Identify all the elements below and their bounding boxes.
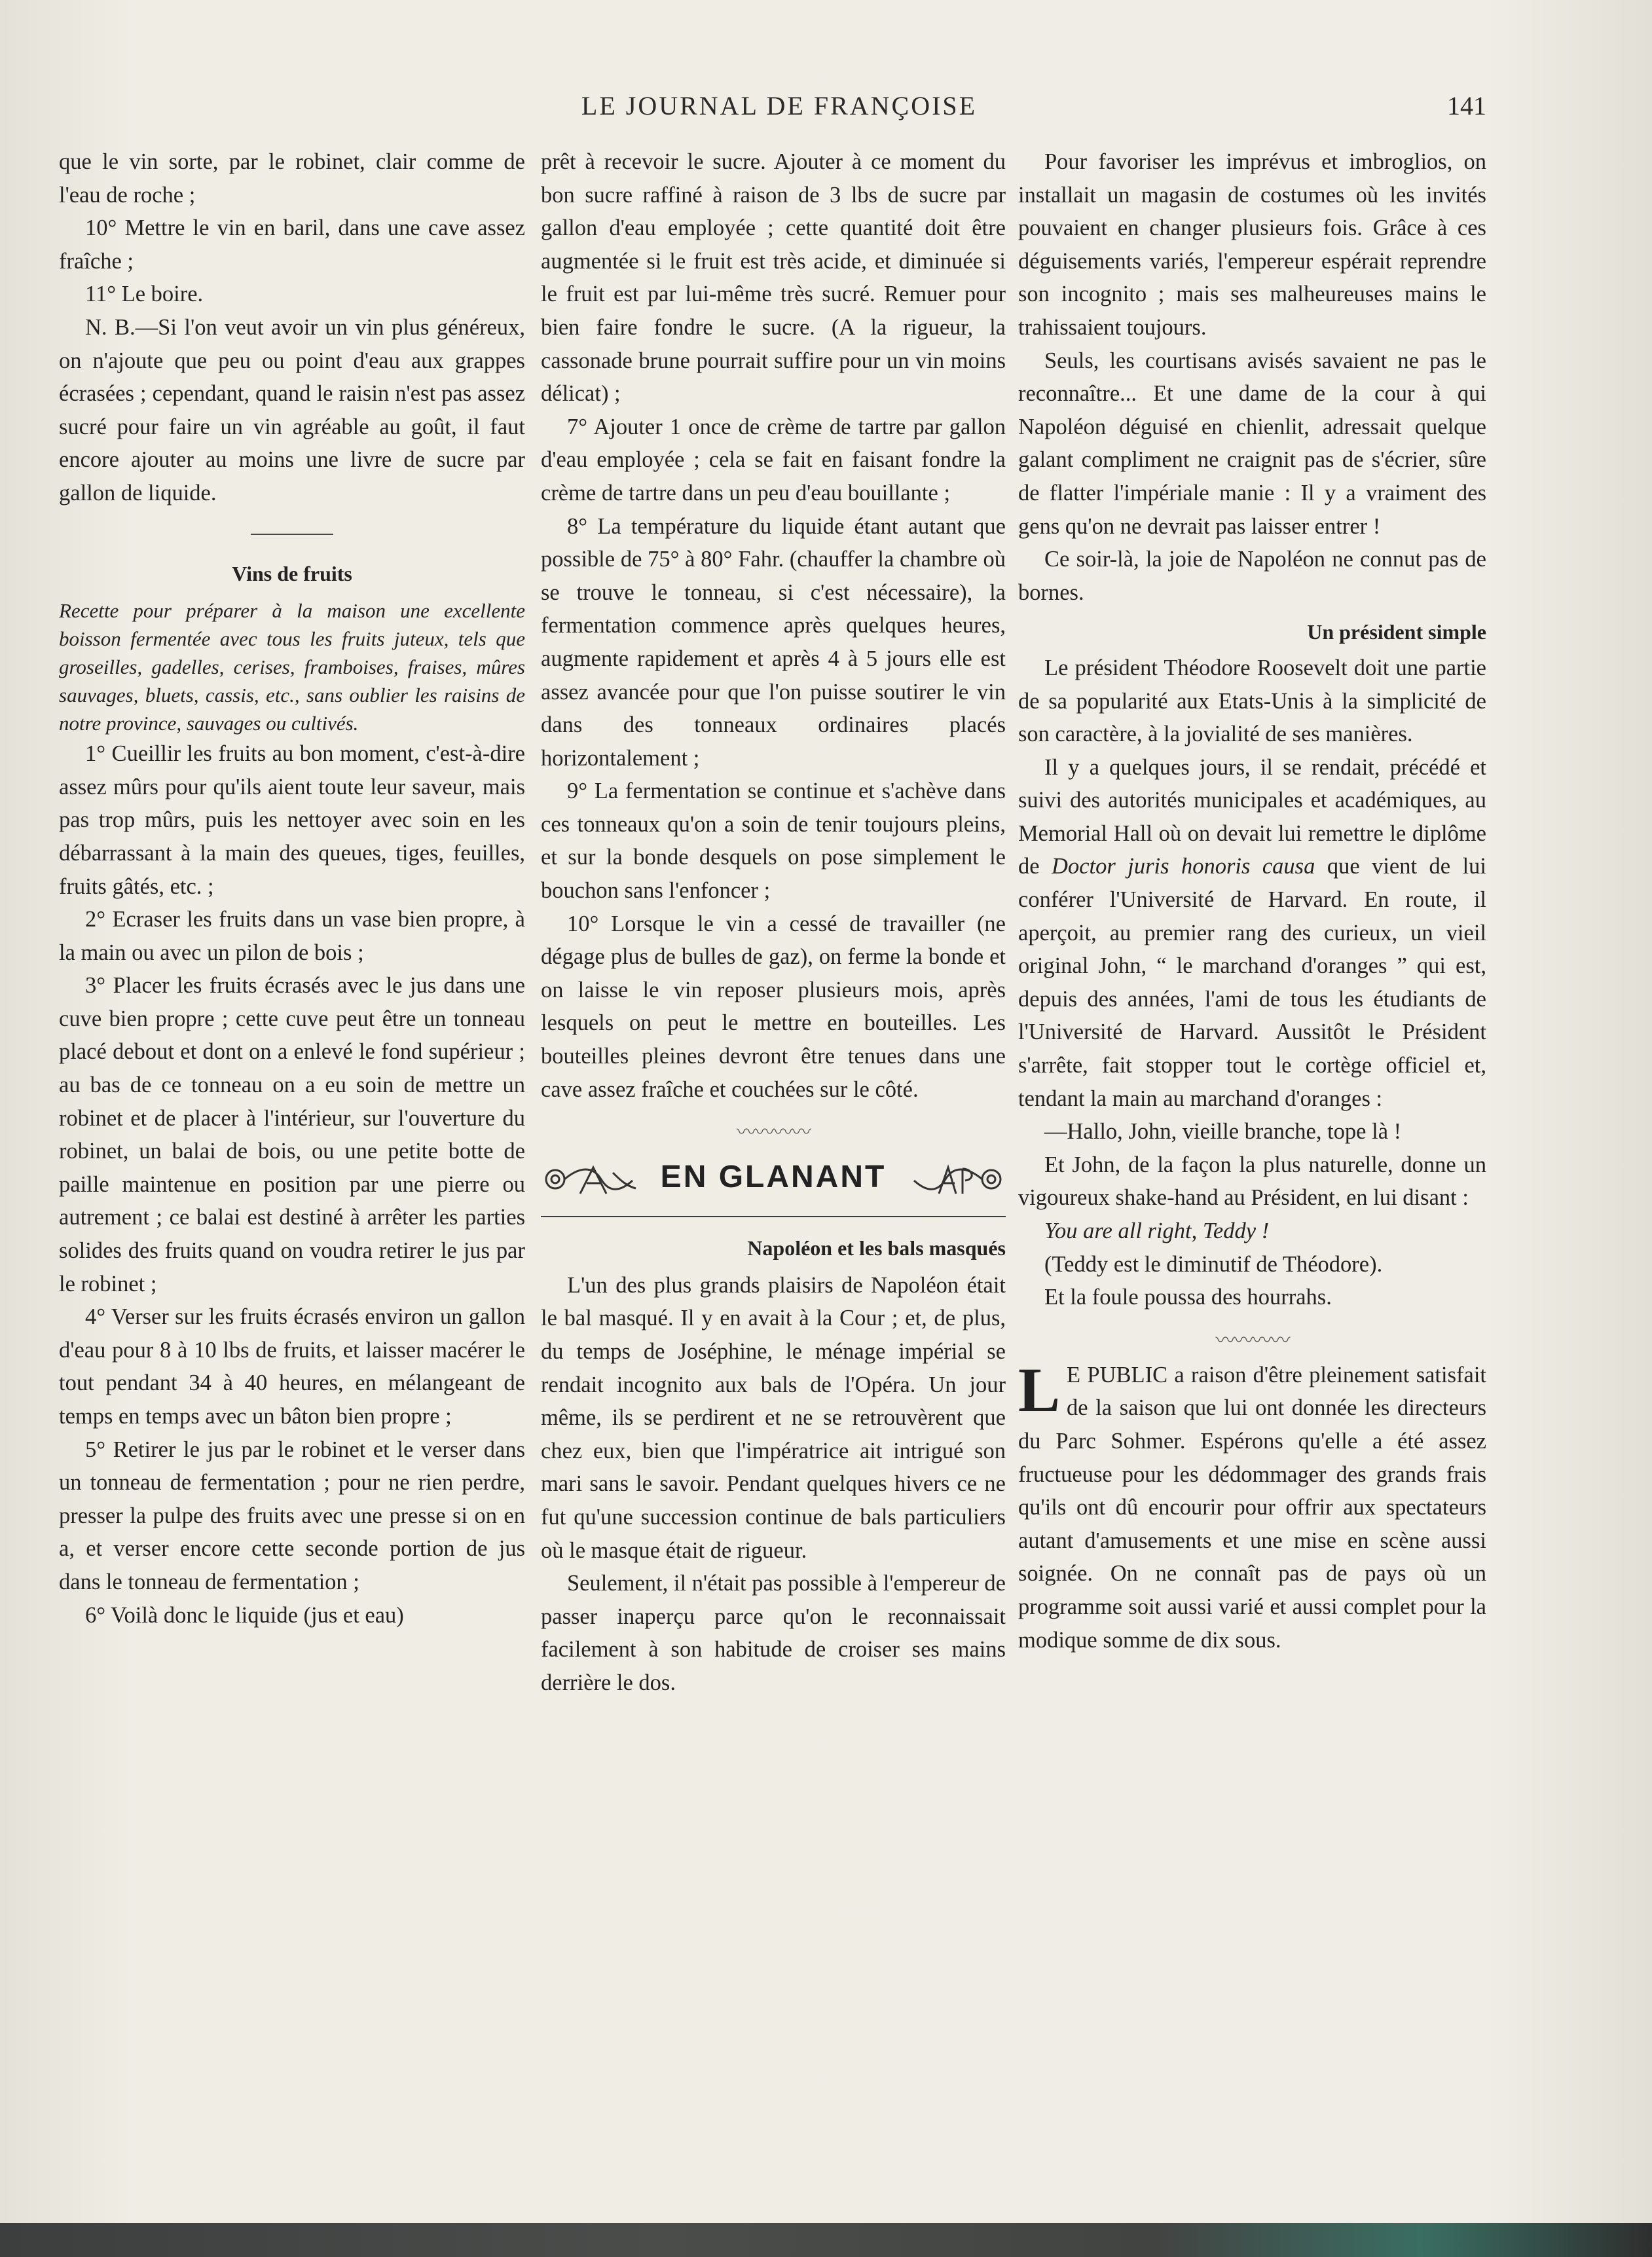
quote (1018, 1215, 1486, 1248)
wavy-divider: 〰〰〰〰 (737, 1122, 810, 1144)
column-3 (1018, 145, 1486, 1657)
paragraph: Et la foule poussa des hourrahs. (1044, 1285, 1332, 1310)
paragraph: L'un des plus grands plaisirs de Napoléon était le bal masqué. Il y en avait à la Cour ; et, de plus, du temps de Joséphine, le ménage impérial se rendait incognito aux bals de l'Opéra. Un jour même, ils se perdirent et ne se retrouvèrent que chez eux, bien que l'impératrice ait intrigué son mari sans le savoir. Pendant quelques hivers ce ne fut qu'une succession continue de bals particuliers où le masque était de rigueur. (541, 1272, 1006, 1563)
recipe-step: 10° Lorsque le vin a cessé de travailler (ne dégage plus de bulles de gaz), on ferme la bonde et on laisse le vin reposer plusieurs mois, après lesquels on peut le mettre en bouteilles. Les bouteilles pleines devront être tenues dans une cave assez fraîche et couchées sur le côté. (541, 911, 1006, 1102)
recipe-step: 9° La fermentation se continue et s'achève dans ces tonneaux qu'on a soin de tenir toujours pleins, et sur la bonde desquels on pose simplement le bouchon sans l'enfoncer ; (541, 779, 1006, 904)
section-title: Vins de fruits (232, 561, 352, 585)
recipe-step: 6° Voilà donc le liquide (jus et eau) (85, 1602, 404, 1628)
paragraph: 11° Le boire. (85, 282, 204, 307)
paragraph: —Hallo, John, vieille branche, tope là ! (1044, 1119, 1402, 1145)
recipe-step: 4° Verser sur les fruits écrasés environ un gallon d'eau pour 8 à 10 lbs de fruits, et laisser macérer le tout pendant 34 à 40 heures, en mélangeant de temps en temps avec un bâton bien propre ; (59, 1304, 525, 1429)
quote-text: You are all right, Teddy ! (1044, 1219, 1270, 1243)
latin-phrase: Doctor juris honoris causa (1052, 854, 1315, 879)
page-number: 141 (1447, 91, 1486, 120)
article-title: Napoléon et les bals masqués (747, 1236, 1006, 1260)
section-banner-title: EN GLANANT (660, 1160, 887, 1195)
recipe-step: 7° Ajouter 1 once de crème de tartre par gallon d'eau employée ; cela se fait en faisant fondre la crème de tartre dans un peu d'eau bouillante ; (541, 414, 1006, 505)
paragraph: N. B.—Si l'on veut avoir un vin plus généreux, on n'ajoute que peu ou point d'eau aux grappes écrasées ; cependant, quand le raisin n'est pas assez sucré pour faire un vin agréable au goût, il faut encore ajouter au moins une livre de sucre par gallon de liquide. (59, 314, 525, 505)
paragraph: que le vin sorte, par le robinet, clair comme de l'eau de roche ; (59, 149, 525, 208)
recipe-step: 1° Cueillir les fruits au bon moment, c'est-à-dire assez mûrs pour qu'ils aient toute leur saveur, mais pas trop mûrs, puis les nettoyer avec soin en les débarrassant à la main des queues, tiges, feuilles, fruits gâtés, etc. ; (59, 741, 525, 899)
scan-bottom-edge (0, 2223, 1652, 2257)
column-1 (59, 145, 525, 1632)
paragraph: Et John, de la façon la plus naturelle, donne un vigoureux shake-hand au Président, en lui disant : (1018, 1152, 1486, 1211)
section-banner (541, 1150, 1006, 1217)
column-2 (541, 145, 1006, 1700)
paragraph (1018, 751, 1486, 1116)
paragraph: Seuls, les courtisans avisés savaient ne pas le reconnaître... Et une dame de la cour à qui Napoléon déguisé en chienlit, adressait quelque galant compliment ne craignit pas de s'écrier, sûre de flatter l'impériale manie : Il y a vraiment des gens qu'on ne devrait pas laisser entrer ! (1018, 348, 1486, 539)
paragraph-text: que vient de lui conférer l'Université de Harvard. En route, il aperçoit, au premier rang des curieux, un vieil original John, “ le marchand d'oranges ” qui est, depuis des années, l'ami de tous les étudiants de l'Université de Harvard. Aussitôt le Président s'arrête, fait stopper tout le cortège officiel et, tendant la main au marchand d'oranges : (1018, 854, 1486, 1111)
recipe-step: 3° Placer les fruits écrasés avec le jus dans une cuve bien propre ; cette cuve peut être un tonneau placé debout et dont on a enlevé le fond supérieur ; au bas de ce tonneau on a eu soin de mettre un robinet et de placer à l'intérieur, sur l'ouverture du robinet, un balai de bois, ou une petite botte de paille maintenue en position par une pierre ou autrement ; ce balai est destiné à arrêter les parties solides des fruits quand on voudra retirer le jus par le robinet ; (59, 973, 525, 1296)
recipe-step: 5° Retirer le jus par le robinet et le verser dans un tonneau de fermentation ; pour ne rien perdre, presser la pulpe des fruits avec une presse si on en a, et verser encore cette seconde portion de jus dans le tonneau de fermentation ; (59, 1437, 525, 1594)
paragraph: Ce soir-là, la joie de Napoléon ne connut pas de bornes. (1018, 547, 1486, 605)
divider (251, 534, 333, 535)
recipe-intro: Recette pour préparer à la maison une excellente boisson fermentée avec tous les fruits juteux, tels que groseilles, gadelles, cerises, framboises, fraises, mûres sauvages, bluets, cassis, etc., sans oublier les raisins de notre province, sauvages ou cultivés. (59, 599, 525, 735)
paragraph: Pour favoriser les imprévus et imbroglios, on installait un magasin de costumes où les invités pouvaient en changer plusieurs fois. Grâce à ces déguisements variés, l'empereur espérait reprendre son incognito ; mais ses malheureuses mains le trahissaient toujours. (1018, 149, 1486, 340)
scroll-ornament-icon (541, 1160, 639, 1202)
notice-block (1018, 1354, 1486, 1657)
article-title: Un président simple (1307, 620, 1486, 644)
paragraph: Seulement, il n'était pas possible à l'empereur de passer inaperçu parce qu'on le reconnaissait facilement à son habitude de croiser ses mains derrière le dos. (541, 1571, 1006, 1695)
paragraph: E PUBLIC a raison d'être pleinement satisfait de la saison que lui ont donnée les directeurs du Parc Sohmer. Espérons qu'elle a été assez fructueuse pour les dédommager des grands frais qu'ils ont dû encourir pour offrir aux spectateurs autant d'amusements et une mise en scène aussi soignée. On ne connaît pas de pays où un programme soit aussi varié et aussi complet pour la modique somme de dix sous. (1018, 1362, 1486, 1653)
paragraph: Le président Théodore Roosevelt doit une partie de sa popularité aux Etats-Unis à la simplicité de son caractère, à la jovialité de ses manières. (1018, 655, 1486, 747)
scroll-ornament-icon (908, 1160, 1006, 1202)
running-title: LE JOURNAL DE FRANÇOISE (581, 91, 978, 120)
recipe-step: 2° Ecraser les fruits dans un vase bien propre, à la main ou avec un pilon de bois ; (59, 907, 525, 965)
recipe-step: 8° La température du liquide étant autant que possible de 75° à 80° Fahr. (chauffer la chambre où se trouve le tonneau, si c'est nécessaire), la fermentation commence après quelques heures, augmente rapidement et après 4 à 5 jours elle est assez avancée pour que l'on puisse soutirer le vin dans des tonneaux ordinaires placés horizontalement ; (541, 513, 1006, 771)
paragraph-text: Il y a quelques jours, il se rendait, précédé et suivi des autorités municipales et académiques, au Memorial Hall où on devait lui remettre le diplôme de (1018, 754, 1486, 879)
drop-cap: L (1018, 1354, 1061, 1425)
paragraph: prêt à recevoir le sucre. Ajouter à ce moment du bon sucre raffiné à raison de 3 lbs de sucre par gallon d'eau employée ; cette quantité doit être augmentée si le fruit est très acide, et diminuée si le fruit est par lui-même très sucré. Remuer pour bien faire fondre le sucre. (A la rigueur, la cassonade brune pourrait suffire pour un vin moins délicat) ; (541, 149, 1006, 407)
paragraph: 10° Mettre le vin en baril, dans une cave assez fraîche ; (59, 215, 525, 274)
paragraph: (Teddy est le diminutif de Théodore). (1044, 1251, 1383, 1277)
wavy-divider: 〰〰〰〰 (1215, 1329, 1289, 1351)
